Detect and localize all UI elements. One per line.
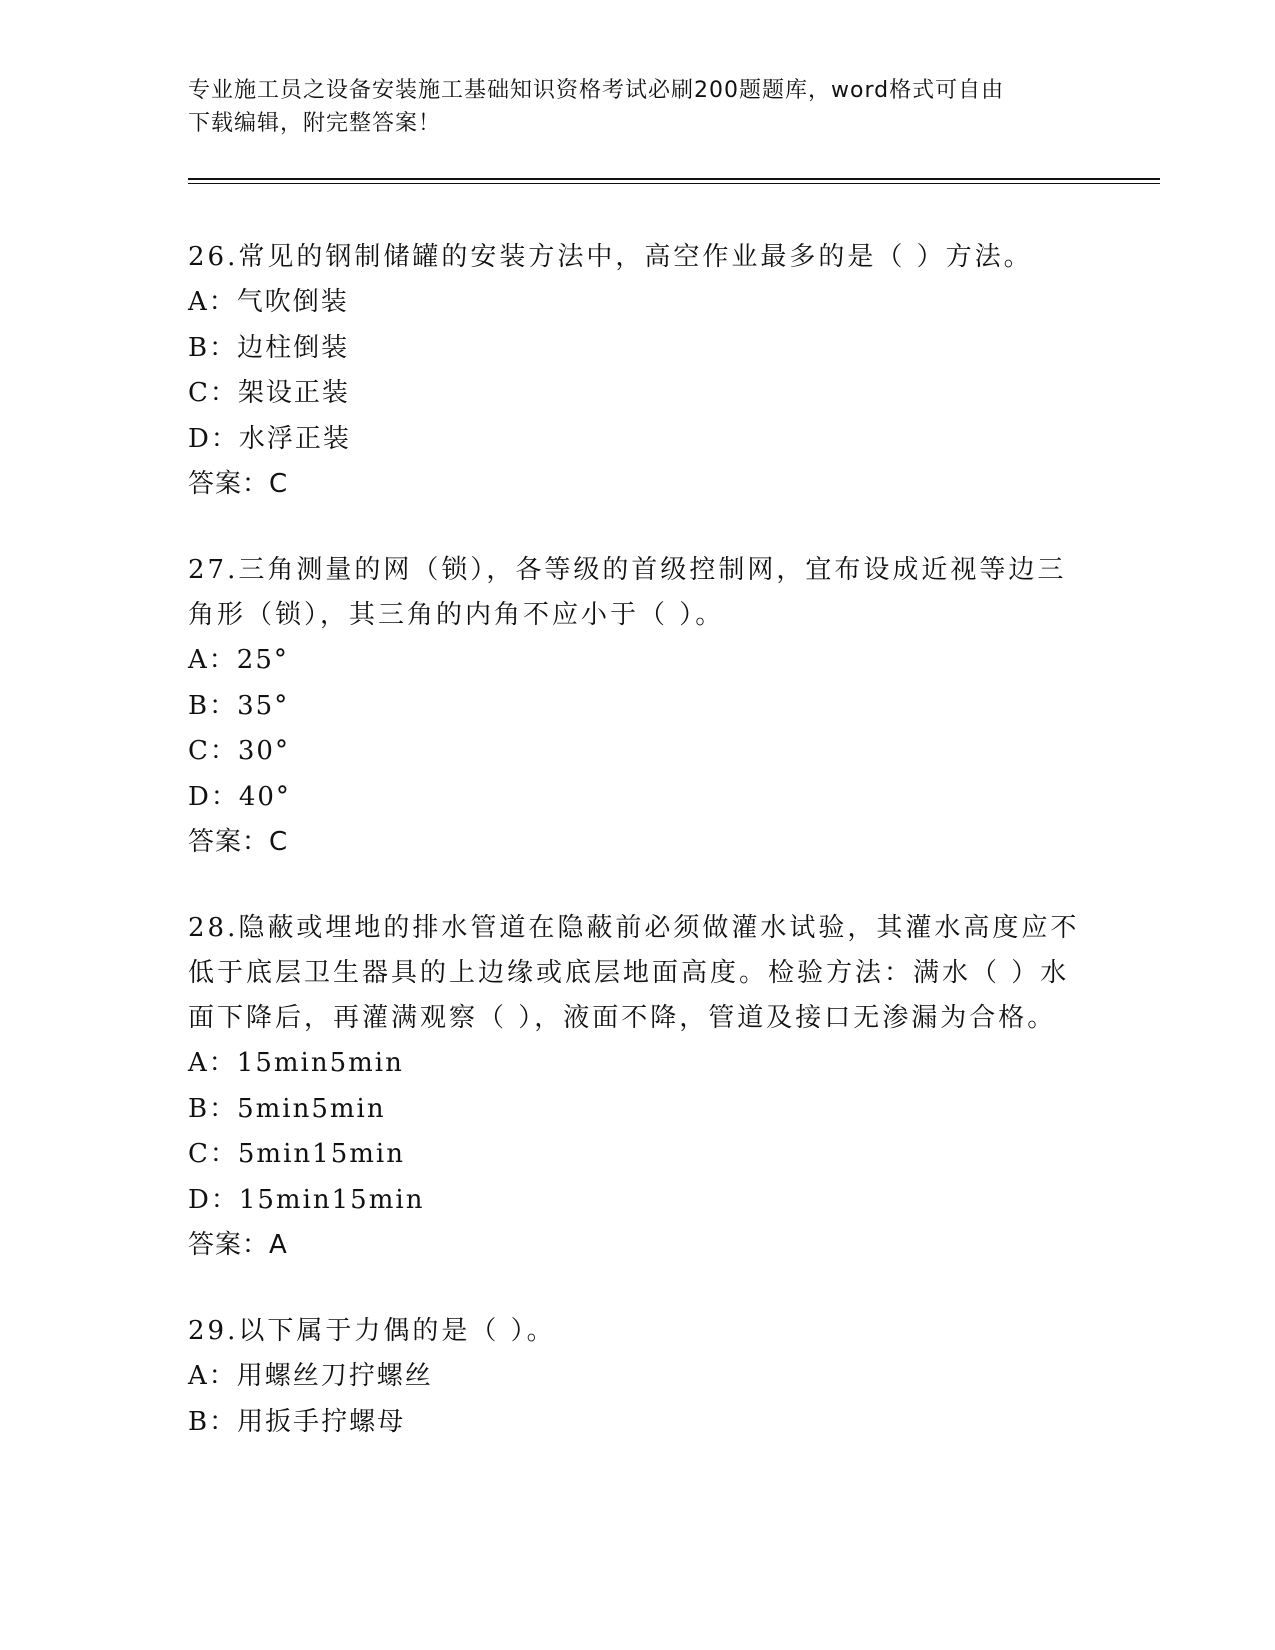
- question-stem: 29.以下属于力偶的是（ ）。: [188, 1316, 556, 1346]
- option-d: D：水浮正装: [188, 423, 351, 454]
- option-b: B：35°: [188, 690, 290, 721]
- question-list: [188, 235, 1088, 1486]
- option-b: B：5min5min: [188, 1093, 386, 1124]
- document-header: [188, 74, 1088, 140]
- option-b: B：边柱倒装: [188, 332, 350, 363]
- option-a: A：用螺丝刀拧螺丝: [188, 1361, 433, 1391]
- header-divider-thick: [188, 178, 1160, 180]
- question-29: [188, 1309, 1088, 1445]
- answer-line: 答案：A: [188, 1230, 288, 1260]
- header-line-2: 下载编辑，附完整答案！: [188, 111, 442, 136]
- option-c: C：架设正装: [188, 378, 350, 408]
- header-divider-thin: [188, 183, 1160, 184]
- option-d: D：40°: [188, 781, 291, 812]
- option-a: A：气吹倒装: [188, 287, 349, 317]
- option-b: B：用扳手拧螺母: [188, 1406, 406, 1437]
- question-stem: 27.三角测量的网（锁），各等级的首级控制网，宜布设成近视等边三角形（锁），其三角的内角不应小于（ ）。: [188, 555, 1067, 630]
- question-26: [188, 235, 1088, 507]
- option-c: C：30°: [188, 736, 290, 766]
- question-27: [188, 548, 1088, 865]
- answer-line: 答案：C: [188, 827, 289, 857]
- header-line-1: 专业施工员之设备安装施工基础知识资格考试必刷200题题库，word格式可自由: [188, 78, 1005, 103]
- option-a: A：25°: [188, 645, 289, 675]
- option-c: C：5min15min: [188, 1139, 405, 1169]
- option-a: A：15min5min: [188, 1048, 404, 1078]
- question-stem: 28.隐蔽或埋地的排水管道在隐蔽前必须做灌水试验，其灌水高度应不低于底层卫生器具的上边缘或底层地面高度。检验方法：满水（ ）水面下降后，再灌满观察（ ），液面不降，管道及接口无渗漏为合格。: [188, 913, 1080, 1033]
- question-stem: 26.常见的钢制储罐的安装方法中，高空作业最多的是（ ）方法。: [188, 242, 1033, 272]
- answer-line: 答案：C: [188, 469, 289, 499]
- question-28: [188, 906, 1088, 1268]
- option-d: D：15min15min: [188, 1184, 425, 1215]
